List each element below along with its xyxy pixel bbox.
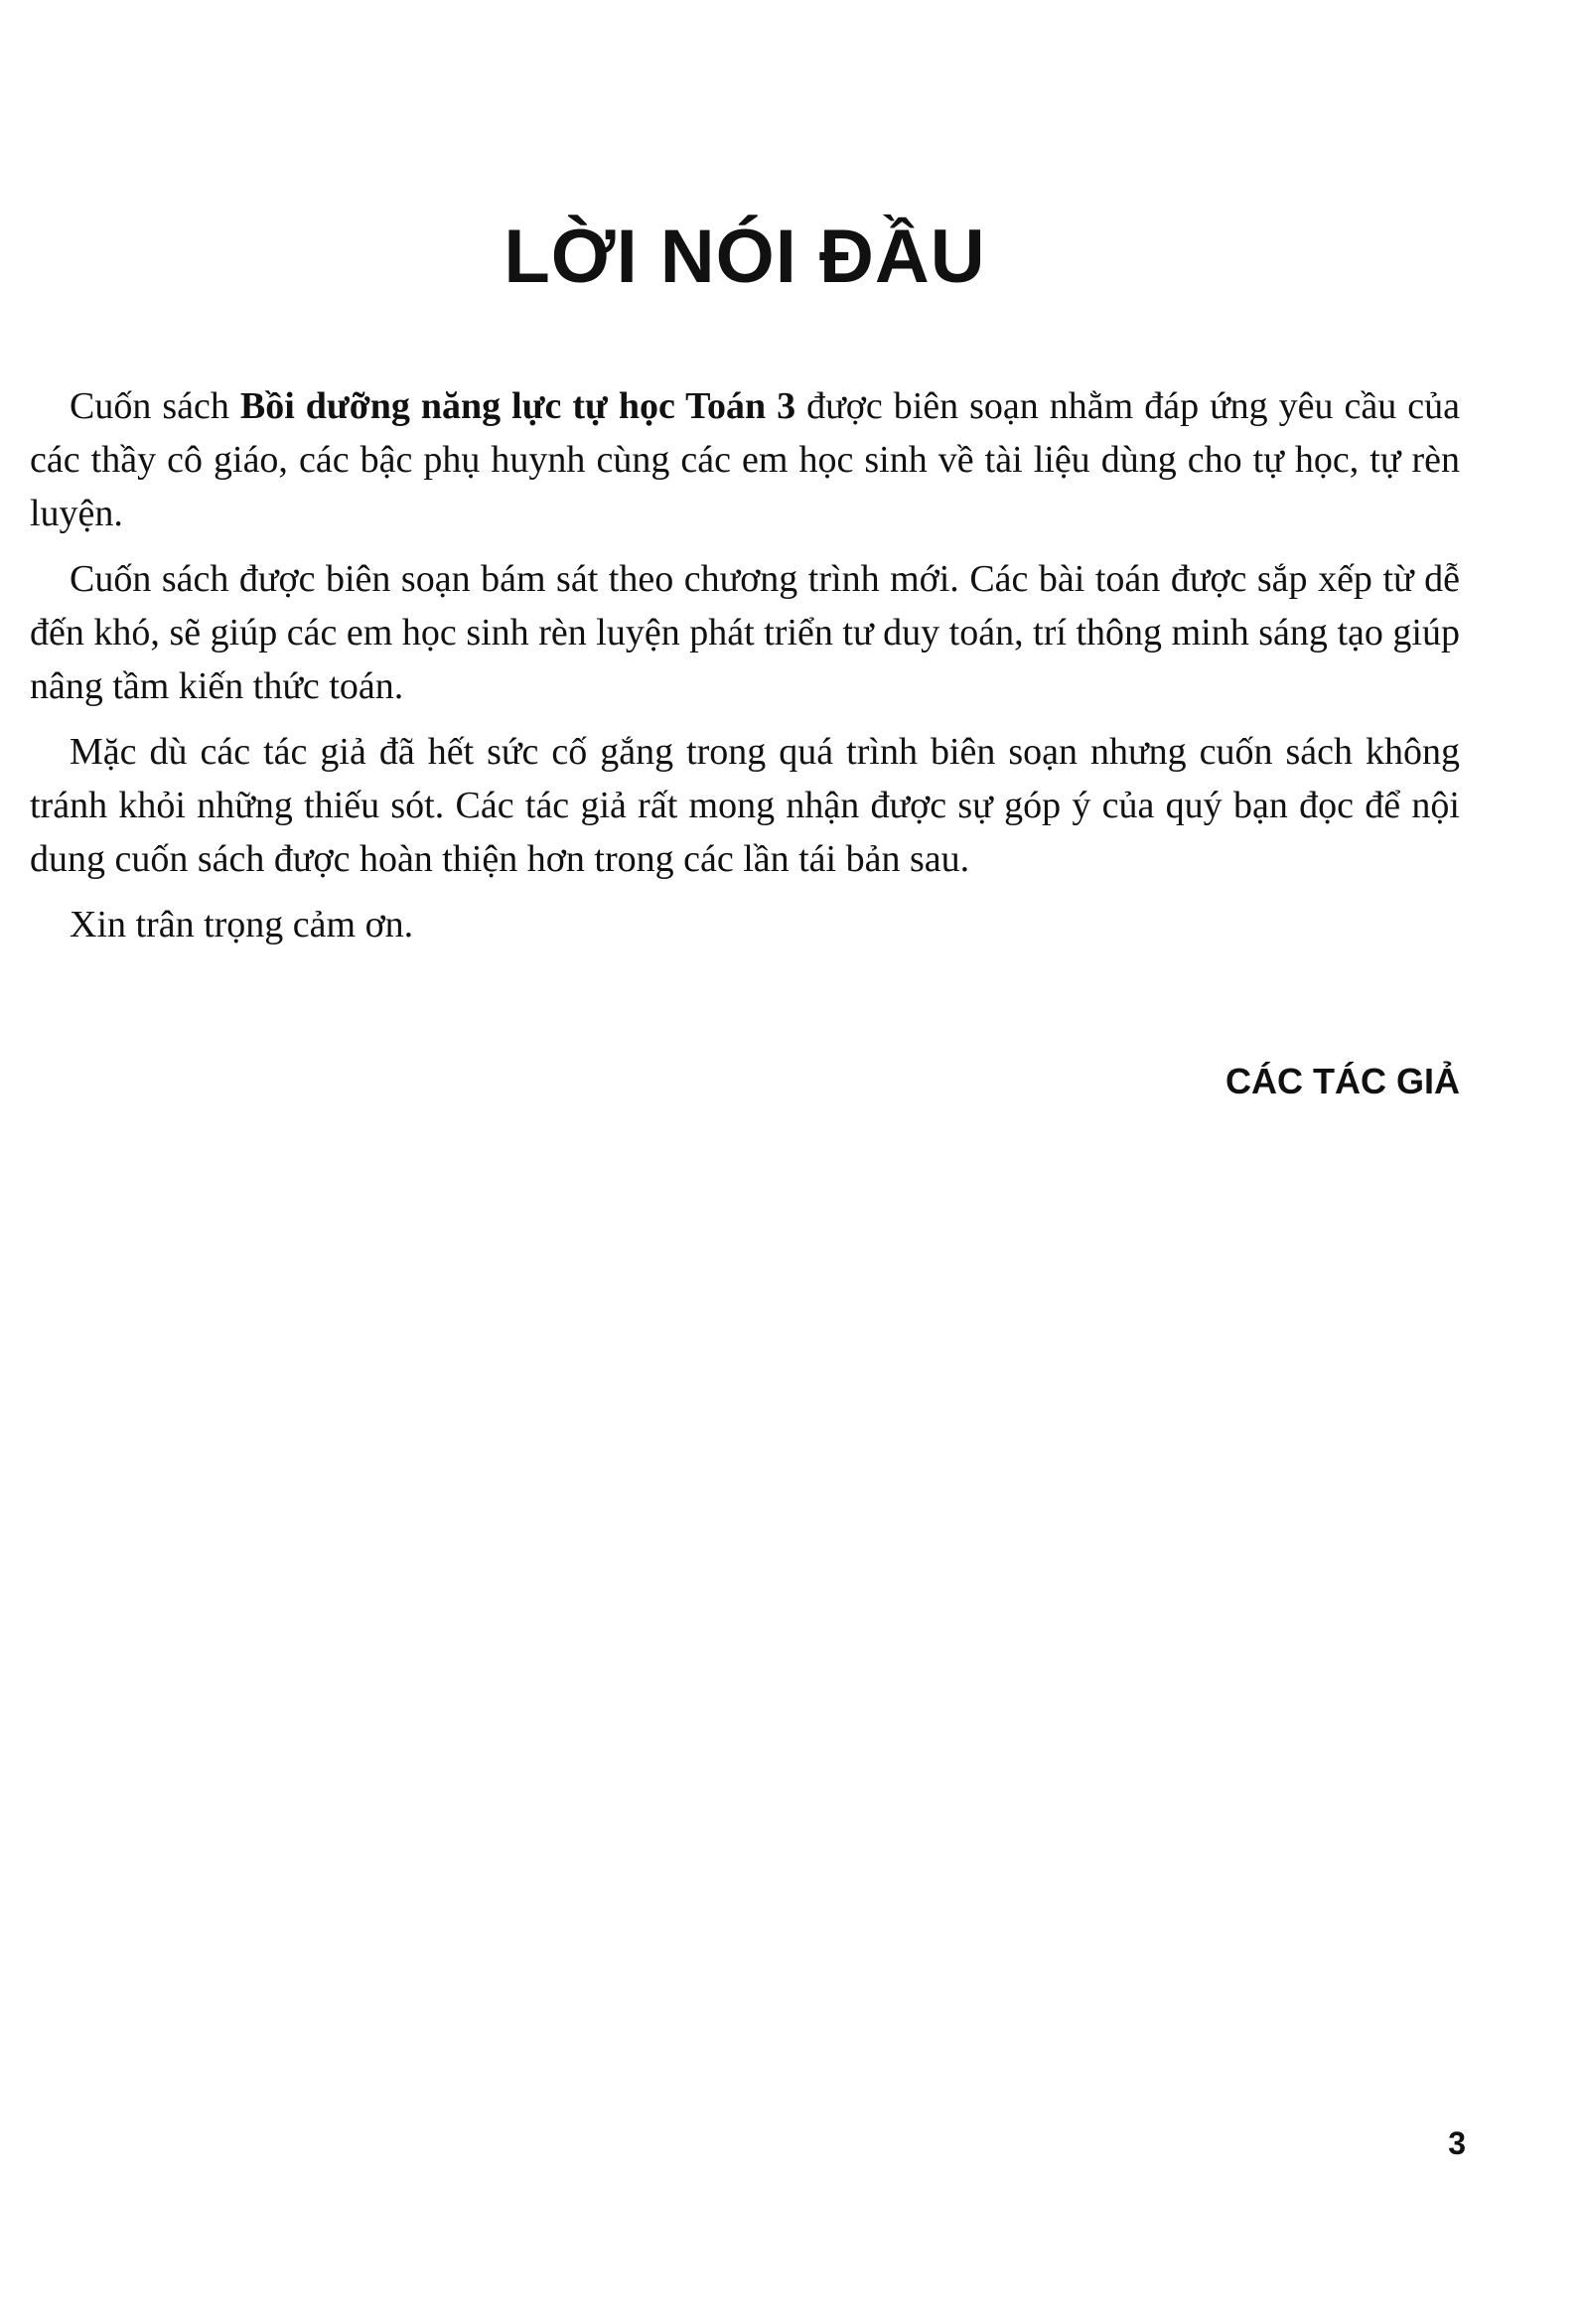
book-title: Bồi dưỡng năng lực tự học Toán 3 <box>239 385 796 427</box>
page-number: 3 <box>1448 2125 1466 2161</box>
signature: CÁC TÁC GIẢ <box>1225 1061 1460 1101</box>
paragraph-1-rest: được biên soạn nhằm đáp ứng yêu cầu của các thầy cô giáo, các bậc phụ huynh cùng các em học sinh về tài liệu dùng cho tự học, tự rèn luyện. <box>30 385 1460 534</box>
paragraph-4: Xin trân trọng cảm ơn. <box>70 904 414 945</box>
paragraph-1 <box>30 379 1460 540</box>
paragraph-1-intro: Cuốn sách <box>70 385 240 427</box>
paragraph-2: Cuốn sách được biên soạn bám sát theo chương trình mới. Các bài toán được sắp xếp từ dễ đến khó, sẽ giúp các em học sinh rèn luyện phát triển tư duy toán, trí thông minh sáng tạo giúp nâng tầm kiến thức toán. <box>30 558 1460 707</box>
page-title: LỜI NÓI ĐẦU <box>504 215 986 299</box>
paragraph-3: Mặc dù các tác giả đã hết sức cố gắng trong quá trình biên soạn nhưng cuốn sách không tránh khỏi những thiếu sót. Các tác giả rất mong nhận được sự góp ý của quý bạn đọc để nội dung cuốn sách được hoàn thiện hơn trong các lần tái bản sau. <box>30 731 1460 880</box>
preface-body <box>30 379 1460 963</box>
